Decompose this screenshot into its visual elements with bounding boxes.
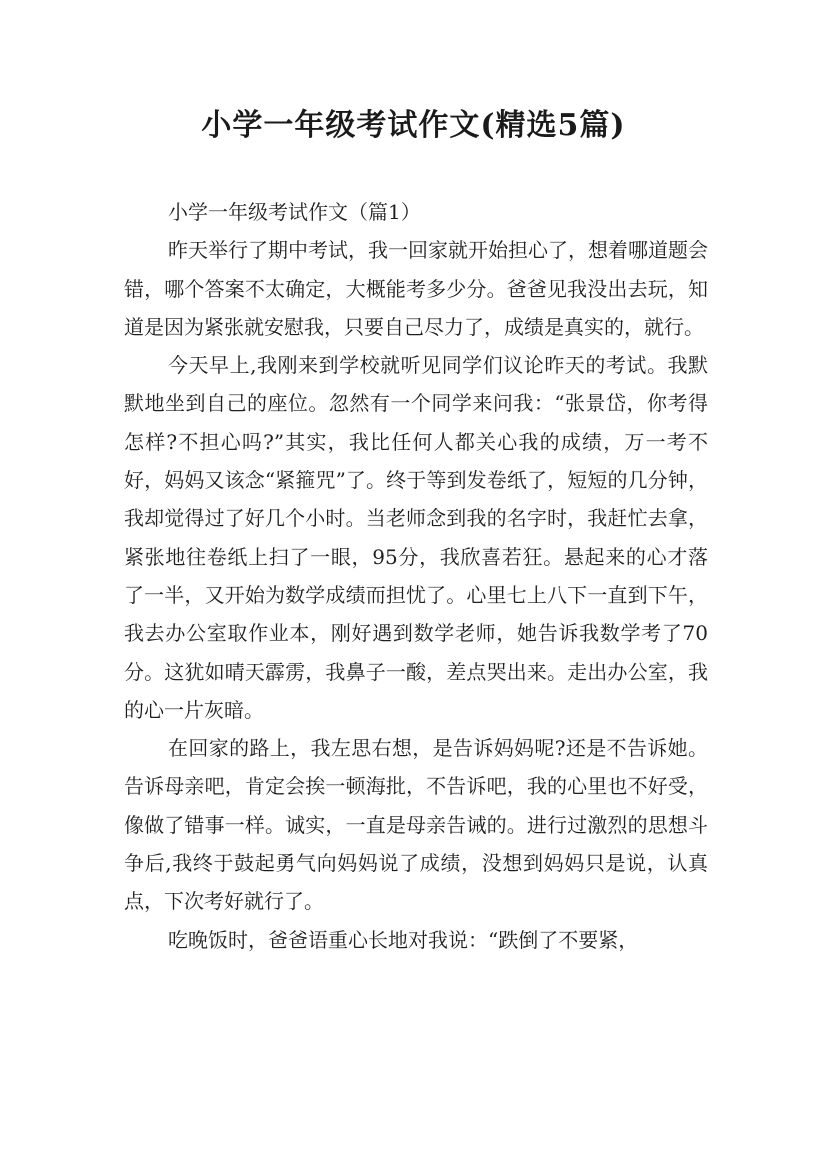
paragraph: 吃晚饭时，爸爸语重心长地对我说：“跌倒了不要紧， <box>168 927 639 952</box>
section-heading: 小学一年级考试作文（篇1） <box>168 200 421 224</box>
paragraph: 在回家的路上，我左思右想，是告诉妈妈呢?还是不告诉她。告诉母亲吧，肯定会挨一顿海批，不告诉吧，我的心里也不好受，像做了错事一样。诚实，一直是母亲告诫的。进行过激烈的思想斗争后,我终于鼓起勇气向妈妈说了成绩，没想到妈妈只是说，认真点，下次考好就行了。 <box>124 736 708 914</box>
document-body <box>124 193 708 959</box>
paragraph: 今天早上,我刚来到学校就听见同学们议论昨天的考试。我默默地坐到自己的座位。忽然有一个同学来问我：“张景岱，你考得怎样?不担心吗?”其实，我比任何人都关心我的成绩，万一考不好，妈妈又该念“紧箍咒”了。终于等到发卷纸了，短短的几分钟，我却觉得过了好几个小时。当老师念到我的名字时，我赶忙去拿，紧张地往卷纸上扫了一眼，95分，我欣喜若狂。悬起来的心才落了一半，又开始为数学成绩而担忧了。心里七上八下一直到下午，我去办公室取作业本，刚好遇到数学老师，她告诉我数学考了70分。这犹如晴天霹雳，我鼻子一酸，差点哭出来。走出办公室，我的心一片灰暗。 <box>124 353 708 722</box>
paragraph: 昨天举行了期中考试，我一回家就开始担心了，想着哪道题会错，哪个答案不太确定，大概能考多少分。爸爸见我没出去玩，知道是因为紧张就安慰我，只要自己尽力了，成绩是真实的，就行。 <box>124 238 708 339</box>
document-title: 小学一年级考试作文(精选5篇) <box>201 108 626 143</box>
